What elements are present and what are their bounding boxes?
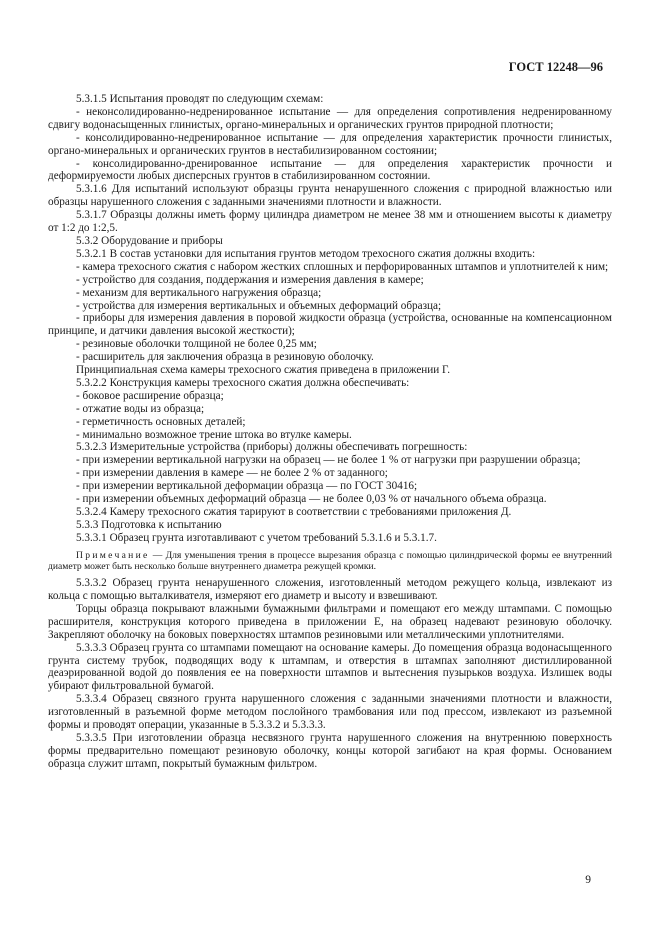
paragraph: Торцы образца покрывают влажными бумажными фильтрами и помещают его между штампами. С помощью расширителя, конструкция которого приведена в приложении Е, на образец надевают резиновую оболочку. Закрепляют оболочку на боковых поверхностях штампов резиновыми или металлическими уплотнителями.: [48, 602, 612, 641]
paragraph: 5.3.3.4 Образец связного грунта нарушенного сложения с заданными значениями плотности и влажности, изготовленный в разъемной форме методом послойного трамбования или под прессом, извлекают из разъемной формы и проводят операции, указанные в 5.3.3.2 и 5.3.3.3.: [48, 693, 612, 732]
note-label: Примечание: [76, 549, 150, 561]
paragraph: 5.3.2.2 Конструкция камеры трехосного сжатия должна обеспечивать:: [76, 376, 410, 389]
paragraph: - при измерении объемных деформаций образца — не более 0,03 % от начального объема образца.: [76, 493, 547, 506]
paragraph: - камера трехосного сжатия с набором жестких сплошных и перфорированных штампов и уплотнителей к ним;: [76, 260, 609, 273]
paragraph: - устройство для создания, поддержания и измерения давления в камере;: [76, 273, 424, 286]
paragraph: Принципиальная схема камеры трехосного сжатия приведена в приложении Г.: [76, 364, 451, 377]
document-header: ГОСТ 12248—96: [508, 60, 603, 74]
paragraph: 5.3.2.3 Измерительные устройства (приборы) должны обеспечивать погрешность:: [76, 441, 468, 454]
note: [48, 550, 612, 572]
paragraph: - отжатие воды из образца;: [76, 402, 205, 415]
paragraph: 5.3.3.5 При изготовлении образца несвязного грунта нарушенного сложения на внутреннюю поверхность формы предварительно помещают резиновую оболочку, концы которой загибают на края формы. Основанием образца служит штамп, покрытый бумажным фильтром.: [48, 732, 612, 770]
paragraph: - консолидированно-дренированное испытание — для определения характеристик прочности и деформируемости любых дисперсных грунтов в стабилизированном состоянии.: [48, 157, 612, 183]
paragraph: - механизм для вертикального нагружения образца;: [76, 286, 322, 299]
paragraph: 5.3.3.1 Образец грунта изготавливают с учетом требований 5.3.1.6 и 5.3.1.7.: [76, 531, 437, 544]
paragraph: 5.3.3.3 Образец грунта со штампами помещают на основание камеры. До помещения образца водонасыщенного грунта систему трубок, подводящих воду к штампам, и отверстия в штампах заполняют дистиллированной деаэрированной водой до появления ее на поверхности штампов и вытеснения пузырьков воздуха. Излишек воды убирают фильтровальной бумагой.: [48, 641, 612, 693]
paragraph: 5.3.2.1 В состав установки для испытания грунтов методом трехосного сжатия должны входить:: [76, 247, 536, 260]
page-number: 9: [585, 874, 591, 886]
note-text: — Для уменьшения трения в процессе вырезания образца с помощью цилиндрической формы ее внутренний диаметр может быть несколько больше внутреннего диаметра режущей кромки.: [48, 549, 612, 572]
paragraph: - при измерении вертикальной нагрузки на образец — не более 1 % от нагрузки при разрушении образца;: [76, 454, 581, 467]
paragraph: - неконсолидированно-недренированное испытание — для определения сопротивления недренированному сдвигу водонасыщенных глинистых, органо-минеральных и органических грунтов природной плотности;: [48, 105, 612, 131]
paragraph: - герметичность основных деталей;: [76, 415, 246, 428]
paragraph: 5.3.1.6 Для испытаний используют образцы грунта ненарушенного сложения с природной влажностью или образцы нарушенного сложения с заданными значениями плотности и влажности.: [48, 183, 612, 209]
paragraph: - при измерении давления в камере — не более 2 % от заданного;: [76, 467, 388, 480]
paragraph: 5.3.2.4 Камеру трехосного сжатия тарируют в соответствии с требованиями приложения Д.: [76, 506, 512, 518]
document-body: [48, 93, 612, 771]
paragraph: 5.3.1.7 Образцы должны иметь форму цилиндра диаметром не менее 38 мм и отношением высоты к диаметру от 1:2 до 1:2,5.: [48, 209, 612, 235]
paragraph: 5.3.3.2 Образец грунта ненарушенного сложения, изготовленный методом режущего кольца, извлекают из кольца с помощью выталкивателя, измеряют его диаметр и высоту и взвешивают.: [48, 577, 612, 603]
paragraph: - консолидированно-недренированное испытание — для определения характеристик прочности глинистых, органо-минеральных и органических грунтов в нестабилизированном состоянии;: [48, 131, 612, 157]
paragraph: - устройства для измерения вертикальных и объемных деформаций образца;: [76, 299, 442, 312]
paragraph: - расширитель для заключения образца в резиновую оболочку.: [76, 351, 374, 364]
paragraph: - резиновые оболочки толщиной не более 0,25 мм;: [76, 338, 317, 351]
paragraph: - боковое расширение образца;: [76, 389, 224, 402]
paragraph: - при измерении вертикальной деформации образца — по ГОСТ 30416;: [76, 480, 418, 493]
paragraph: 5.3.3 Подготовка к испытанию: [76, 518, 222, 531]
paragraph: 5.3.1.5 Испытания проводят по следующим схемам:: [76, 93, 324, 105]
paragraph: - приборы для измерения давления в поровой жидкости образца (устройства, основанные на компенсационном принципе, и датчики давления высокой жесткости);: [48, 312, 612, 338]
paragraph: - минимально возможное трение штока во втулке камеры.: [76, 428, 352, 441]
paragraph: 5.3.2 Оборудование и приборы: [76, 234, 223, 247]
